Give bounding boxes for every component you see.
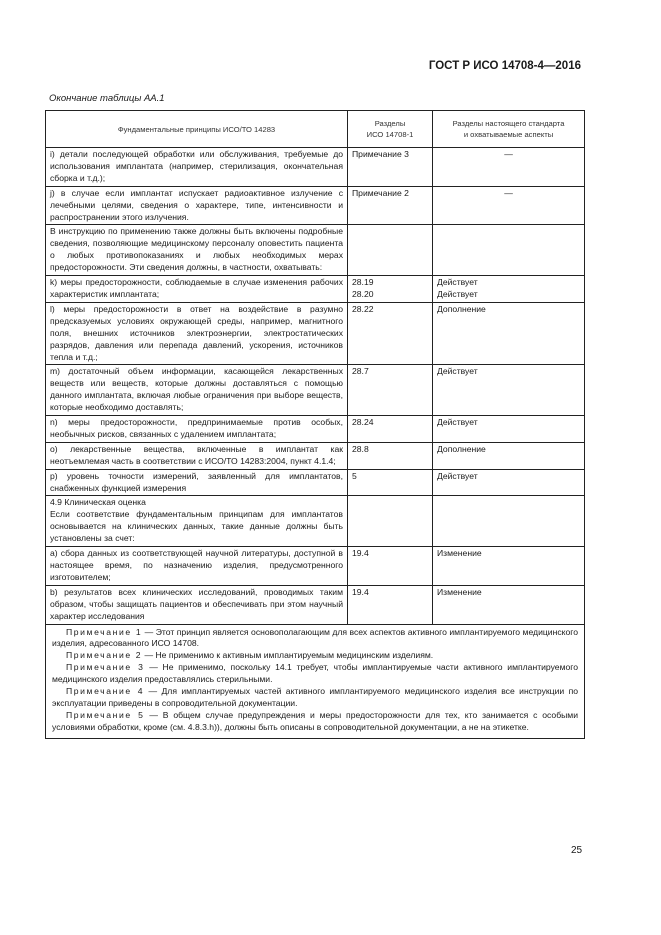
table-row	[46, 585, 585, 624]
iso-section-cell: 5	[348, 469, 433, 496]
iso-section-cell: Примечание 2	[348, 186, 433, 225]
notes-cell	[46, 624, 585, 738]
principle-cell: n) меры предосторожности, предпринимаемые против особых, необычных рисков, связанных с удалением имплантата;	[46, 416, 348, 443]
aspect-cell: Изменение	[433, 585, 585, 624]
table-row	[46, 276, 585, 303]
iso-section-cell: 19.4	[348, 547, 433, 586]
table-row	[46, 365, 585, 416]
iso-section-cell: 28.8	[348, 442, 433, 469]
table-row	[46, 469, 585, 496]
table-note	[52, 662, 578, 686]
aspect-cell: —	[433, 186, 585, 225]
table-row	[46, 148, 585, 187]
note-label: Примечание 5	[66, 709, 145, 720]
aspect-cell	[433, 225, 585, 276]
aspect-cell: Действует	[433, 416, 585, 443]
principle-cell: o) лекарственные вещества, включенные в имплантат как неотъемлемая часть в соответствии с ИСО/ТО 14283:2004, пункт 4.1.4;	[46, 442, 348, 469]
aspect-cell: Действует	[433, 469, 585, 496]
note-label: Примечание 1	[66, 626, 143, 637]
header-standard-sections: Разделы настоящего стандарта и охватываемые аспекты	[433, 111, 585, 148]
header-principles: Фундаментальные принципы ИСО/ТО 14283	[46, 111, 348, 148]
principle-cell: l) меры предосторожности в ответ на воздействие в разумно предсказуемых условиях окружающей среды, например, магнитного поля, внешних источников электроэнергии, электростатических разрядов, давления или перепада давлений, ускорения, источников тепла и т.д.;	[46, 302, 348, 365]
table-row	[46, 225, 585, 276]
table-row	[46, 186, 585, 225]
aspect-cell: Изменение	[433, 547, 585, 586]
table-row	[46, 442, 585, 469]
aspect-cell: Дополнение	[433, 442, 585, 469]
table-caption: Окончание таблицы АА.1	[49, 93, 165, 104]
table-header-row	[46, 111, 585, 148]
principle-cell: a) сбора данных из соответствующей научной литературы, доступной в настоящее время, по назначению изделия, предусмотренного изготовителем;	[46, 547, 348, 586]
principle-cell: В инструкцию по применению также должны быть включены подробные сведения, позволяющие медицинскому персоналу оповестить пациента о любых противопоказаниях и любых необходимых мерах предосторожности. Эти сведения должны, в частности, охватывать:	[46, 225, 348, 276]
table-row	[46, 302, 585, 365]
aspect-cell: Действует Действует	[433, 276, 585, 303]
principle-cell: i) детали последующей обработки или обслуживания, требуемые до использования имплантата (например, стерилизация, окончательная сборка и т.д.);	[46, 148, 348, 187]
note-text: — В общем случае предупреждения и меры предосторожности для тех, кто занимается с особыми условиями обработки, кроме (см. 4.8.3.h)), должны быть описаны в сопроводительной документации, а не на этикетке.	[52, 709, 579, 732]
note-label: Примечание 3	[66, 662, 145, 673]
iso-section-cell: 28.19 28.20	[348, 276, 433, 303]
note-text: — Не применимо, поскольку 14.1 требует, чтобы имплантируемые части активного имплантируемого медицинского изделия предоставлялись стерильными.	[52, 662, 579, 685]
notes-row	[46, 624, 585, 738]
table-note	[52, 686, 578, 710]
header-iso-sections: Разделы ИСО 14708-1	[348, 111, 433, 148]
note-label: Примечание 4	[66, 686, 145, 697]
table-note	[52, 627, 578, 651]
standards-table	[45, 110, 585, 739]
table-row	[46, 416, 585, 443]
iso-section-cell: 19.4	[348, 585, 433, 624]
note-text: — Не применимо к активным имплантируемым медицинским изделиям.	[142, 650, 434, 661]
note-text: — Для имплантируемых частей активного имплантируемого медицинского изделия все инструкции по эксплуатации приведены в сопроводительной документации.	[52, 686, 578, 708]
note-text: — Этот принцип является основополагающим для всех аспектов активного имплантируемого медицинского изделия, адресованного ИСО 14708.	[52, 626, 578, 649]
table-row	[46, 547, 585, 586]
principle-cell: 4.9 Клиническая оценка Если соответствие фундаментальным принципам для имплантатов основывается на клинических данных, такие данные должны быть установлены за счет:	[46, 496, 348, 547]
iso-section-cell: Примечание 3	[348, 148, 433, 187]
table-note	[52, 710, 578, 734]
table-row	[46, 496, 585, 547]
document-header: ГОСТ Р ИСО 14708-4—2016	[428, 60, 581, 72]
page-number: 25	[571, 845, 583, 856]
aspect-cell: —	[433, 148, 585, 187]
principle-cell: k) меры предосторожности, соблюдаемые в случае изменения рабочих характеристик имплантата;	[46, 276, 348, 303]
iso-section-cell	[348, 225, 433, 276]
aspect-cell	[433, 496, 585, 547]
table-note	[52, 650, 578, 662]
aspect-cell: Дополнение	[433, 302, 585, 365]
iso-section-cell: 28.7	[348, 365, 433, 416]
principle-cell: m) достаточный объем информации, касающейся лекарственных веществ или веществ, которые должны доставляться с помощью данного имплантата, включая любые ограничения при выборе веществ, которые необходимо доставлять;	[46, 365, 348, 416]
principle-cell: b) результатов всех клинических исследований, проводимых таким образом, чтобы защищать пациентов и обеспечивать при этом научный характер исследования	[46, 585, 348, 624]
aspect-cell: Действует	[433, 365, 585, 416]
iso-section-cell: 28.22	[348, 302, 433, 365]
principle-cell: j) в случае если имплантат испускает радиоактивное излучение с лечебными целями, сведения о характере, типе, интенсивности и распространении этого излучения.	[46, 186, 348, 225]
note-label: Примечание 2	[66, 650, 143, 661]
iso-section-cell: 28.24	[348, 416, 433, 443]
principle-cell: p) уровень точности измерений, заявленный для имплантатов, снабженных функцией измерения	[46, 469, 348, 496]
iso-section-cell	[348, 496, 433, 547]
